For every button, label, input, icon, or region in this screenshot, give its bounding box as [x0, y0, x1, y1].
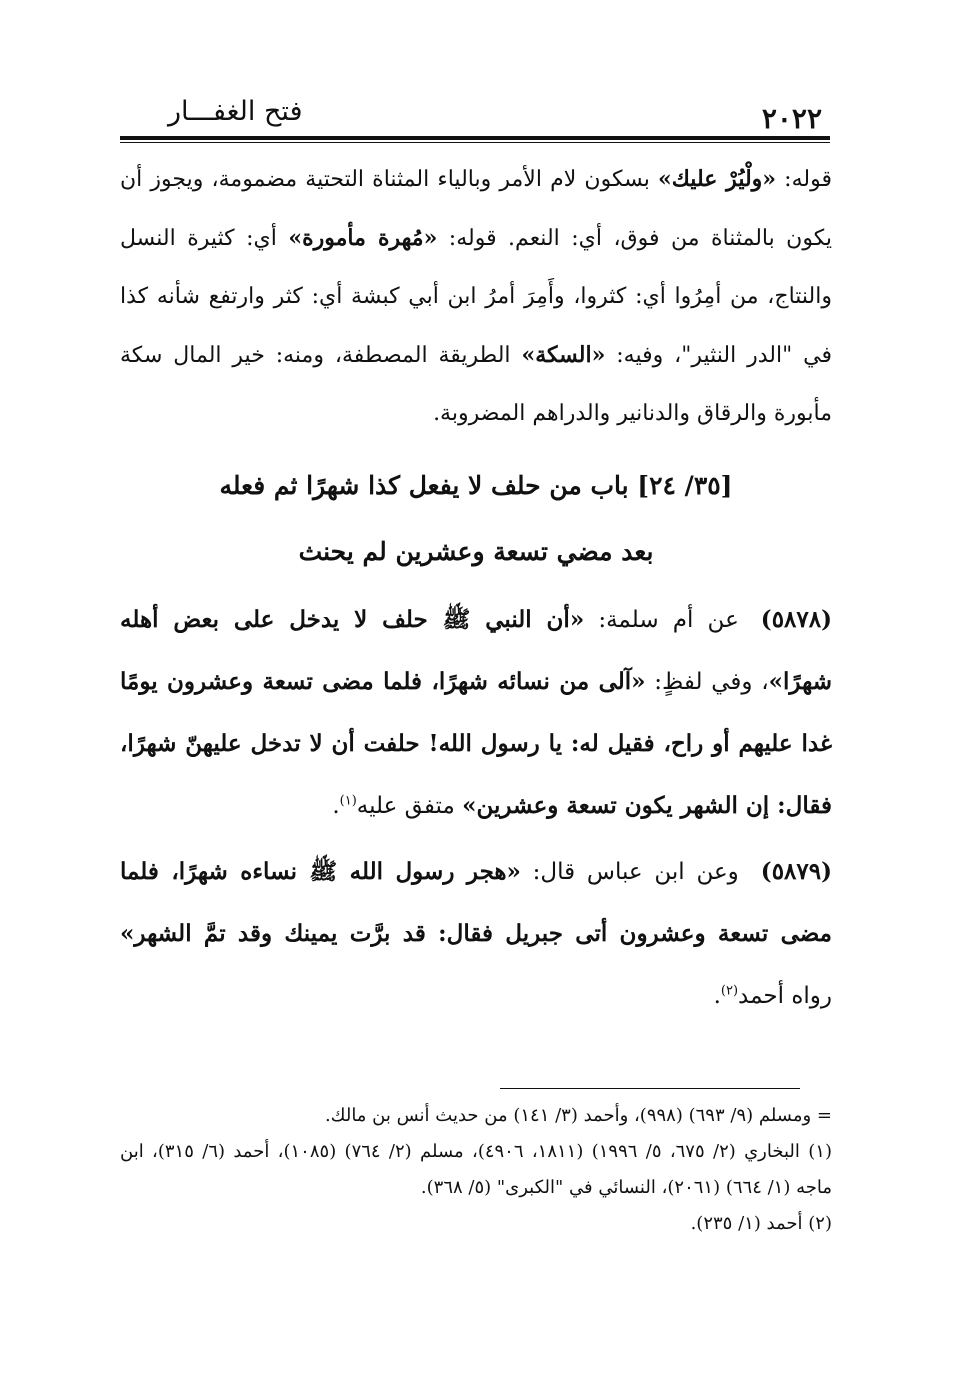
footnote-1: (١) البخاري (٢/ ٦٧٥، ٥/ ١٩٩٦) (١٨١١، ٤٩٠٦)، مسلم (٢/ ٧٦٤) (١٠٨٥)، أحمد (٦/ ٣١٥)، ابن ماجه (١/ ٦٦٤) (٢٠٦١)، النسائي في "الكبرى" (٥/ ٣٦٨).	[120, 1141, 832, 1198]
page-body	[120, 150, 832, 1027]
running-title: فتح الغفـــار	[168, 96, 303, 127]
hadith-text: وعن ابن عباس قال:	[520, 859, 739, 885]
hadith-text: رواه أحمد	[738, 983, 832, 1009]
header-rule	[120, 136, 830, 140]
footnote-continuation: = ومسلم (٩/ ٦٩٣) (٩٩٨)، وأحمد (٣/ ١٤١) من حديث أنس بن مالك.	[324, 1105, 832, 1126]
chapter-heading-line-1: [٣٥/ ٢٤] باب من حلف لا يفعل كذا شهرًا ثم فعله	[219, 471, 733, 500]
hadith-text: ، وفي لفظٍ:	[645, 669, 769, 695]
quoted-term: «ولْيُرْ عليك»	[658, 166, 777, 192]
chapter-heading	[120, 453, 832, 585]
footnote-marker: (٢)	[720, 983, 739, 999]
hadith-number: (٥٨٧٨)	[760, 606, 832, 633]
para-text: قوله:	[776, 167, 832, 192]
footnotes	[120, 1098, 832, 1242]
hadith-5879	[120, 841, 832, 1027]
chapter-heading-line-2: بعد مضي تسعة وعشرين لم يحنث	[298, 537, 654, 566]
hadith-text: عن أم سلمة:	[584, 607, 739, 633]
hadith-quote: «أن النبي ﷺ حلف لا يدخل على بعض أهله شهرًا»	[120, 606, 832, 695]
quoted-term: «مُهرة مأمورة»	[288, 225, 438, 251]
hadith-text: متفق عليه	[356, 793, 463, 819]
footnote-separator	[500, 1088, 800, 1089]
page-number: ٢٠٢٢	[761, 102, 822, 135]
hadith-text: .	[332, 793, 340, 819]
commentary-paragraph	[120, 150, 832, 443]
para-text: بسكون لام الأمر وبالياء المثناة التحتية مضمومة، ويجوز أن يكون بالمثناة من فوق، أي: النعم. قوله:	[120, 167, 832, 251]
para-text: الطريقة المصطفة، ومنه: خير المال سكة مأبورة والرقاق والدنانير والدراهم المضروبة.	[120, 343, 832, 426]
footnote-marker: (١)	[339, 793, 357, 809]
page-header	[120, 92, 830, 140]
hadith-quote: «هجر رسول الله ﷺ نساءه شهرًا، فلما مضى تسعة وعشرون أتى جبريل فقال: قد برَّت يمينك وقد تمَّ الشهر»	[120, 858, 832, 947]
hadith-text: .	[713, 983, 721, 1009]
footnote-2: (٢) أحمد (١/ ٢٣٥).	[690, 1213, 832, 1234]
para-text: أي: كثيرة النسل والنتاج، من أمِرُوا أي: كثروا، وأَمِرَ أمرُ ابن أبي كبشة أي: كثر وارتفع شأنه كذا في "الدر النثير"، وفيه:	[120, 226, 833, 368]
hadith-5878	[120, 589, 832, 837]
hadith-number: (٥٨٧٩)	[760, 858, 832, 885]
header-rule-thin	[120, 142, 830, 143]
hadith-quote: «آلى من نسائه شهرًا، فلما مضى تسعة وعشرون يومًا غدا عليهم أو راح، فقيل له: يا رسول الله! حلفت أن لا تدخل عليهنّ شهرًا، فقال: إن الشهر يكون تسعة وعشرين»	[120, 668, 832, 819]
quoted-term: «السكة»	[521, 342, 606, 368]
